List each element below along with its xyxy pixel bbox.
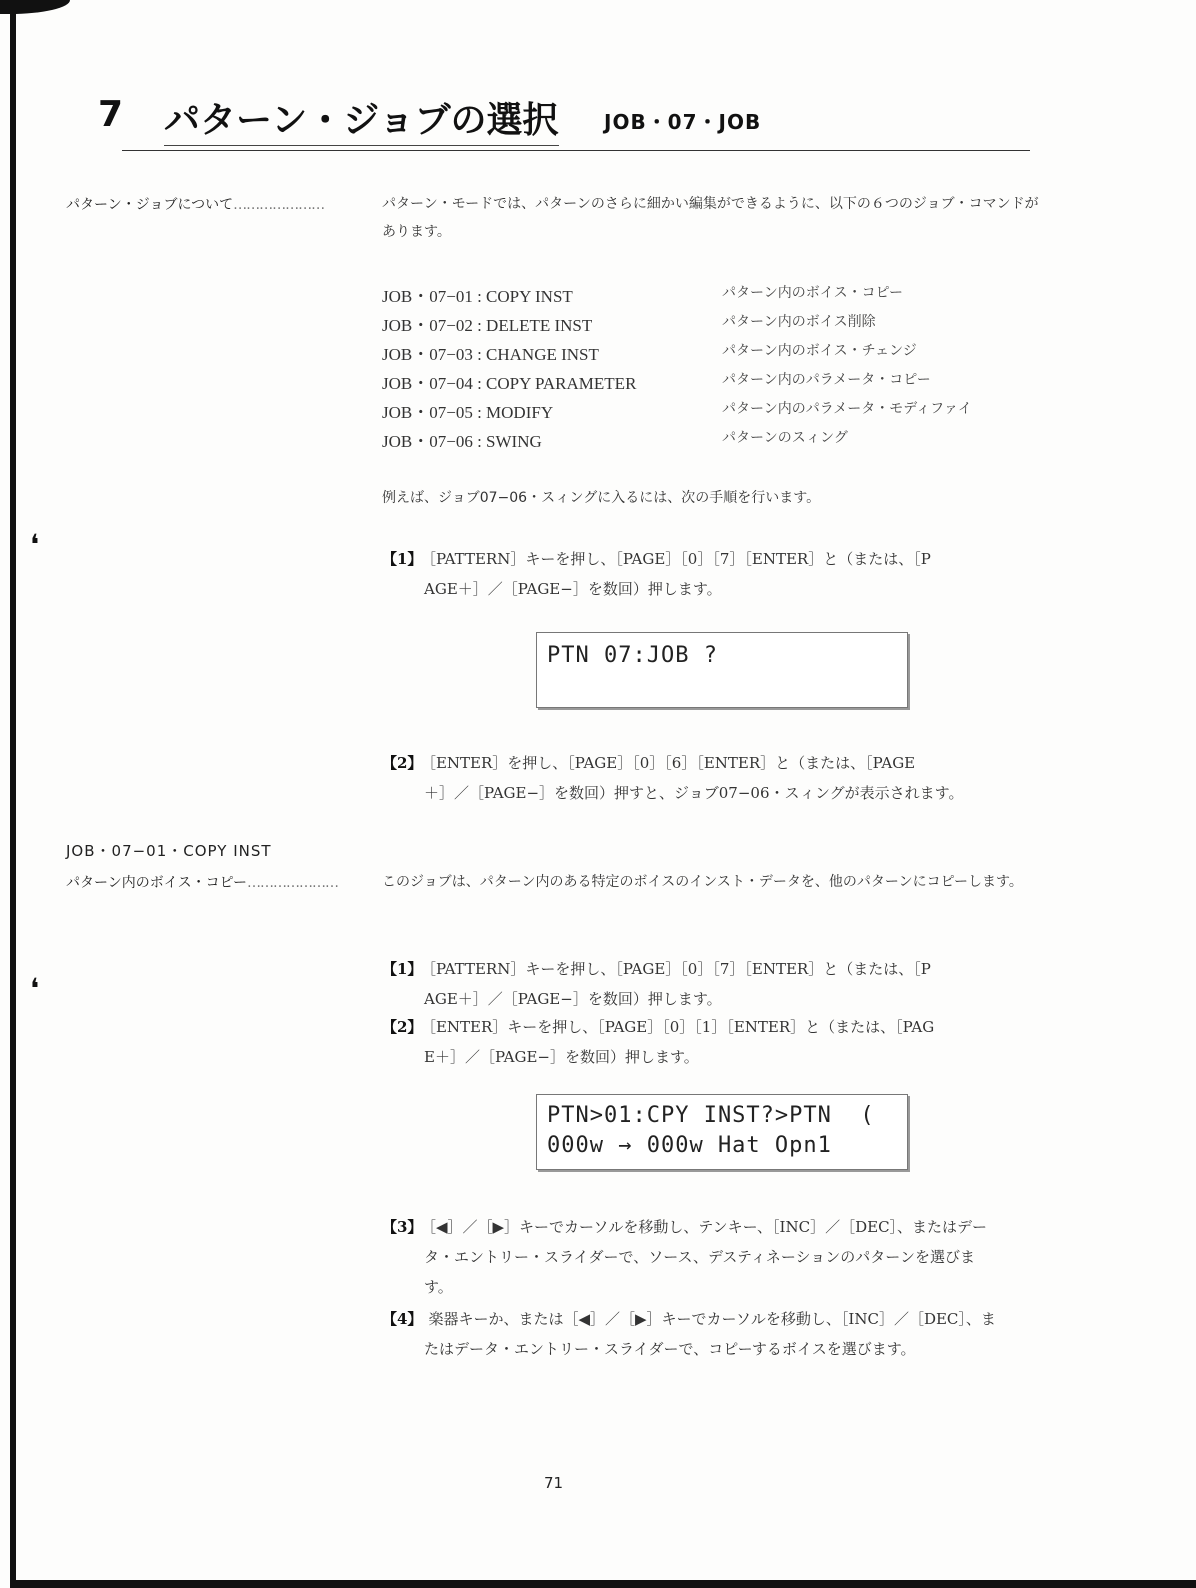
job-desc: パターンのスィング (722, 430, 848, 446)
title-rule (122, 150, 1030, 151)
step-line: ［PATTERN］キーを押し、［PAGE］［0］［7］［ENTER］と（または、［P (428, 550, 931, 568)
side-label-text: パターン・ジョブについて (66, 197, 234, 213)
step-line: す。 (424, 1278, 453, 1296)
scan-left-edge (10, 0, 16, 1588)
page-title: パターン・ジョブの選択 (164, 92, 559, 146)
page-number: 71 (544, 1474, 564, 1492)
lcd-line: PTN 07:JOB ? (547, 643, 718, 668)
job-desc: パターン内のボイス削除 (722, 314, 876, 330)
step-1 (382, 544, 1052, 604)
job-desc: パターン内のパラメータ・コピー (722, 372, 931, 388)
step-mark: 【3】 (382, 1218, 423, 1236)
job-code: JOB・07−01 : COPY INST (382, 287, 573, 306)
side-label-intro (66, 194, 324, 214)
step-line: ［PATTERN］キーを押し、［PAGE］［0］［7］［ENTER］と（または、［P (428, 960, 931, 978)
step-line: ［ENTER］を押し、［PAGE］［0］［6］［ENTER］と（または、［PAGE (428, 754, 916, 772)
section-subtitle: JOB・07・JOB (604, 110, 762, 134)
job-code: JOB・07−03 : CHANGE INST (382, 345, 599, 364)
scan-bottom-edge (10, 1580, 1196, 1588)
example-text: 例えば、ジョブ07−06・スィングに入るには、次の手順を行います。 (382, 490, 821, 506)
lcd-line: PTN>01:CPY INST?>PTN ( (547, 1103, 875, 1128)
step-line: AGE＋］／［PAGE−］を数回）押します。 (424, 580, 722, 598)
job-code: JOB・07−05 : MODIFY (382, 403, 554, 422)
job-desc: パターン内のボイス・コピー (722, 285, 904, 301)
step-mark: 【1】 (382, 960, 423, 978)
leader-dots: ………………… (247, 875, 339, 891)
side-label-copy-inst (66, 872, 338, 892)
job-code: JOB・07−02 : DELETE INST (382, 316, 593, 335)
section-title (92, 92, 1032, 152)
intro-text: パターン・モードでは、パターンのさらに細かい編集ができるように、以下の６つのジョブ・コマンドがあります。 (382, 196, 1039, 240)
step-2 (382, 748, 1052, 808)
copy-inst-text: このジョブは、パターン内のある特定のボイスのインスト・データを、他のパターンにコピーします。 (382, 874, 1023, 890)
step-line: 楽器キーか、または［◀］／［▶］キーでカーソルを移動し、［INC］／［DEC］、ま (428, 1310, 996, 1328)
lcd-display (536, 1094, 908, 1170)
step-line: AGE＋］／［PAGE−］を数回）押します。 (424, 990, 722, 1008)
margin-mark: ❛ (30, 972, 40, 1005)
copy-step-2 (382, 1012, 1052, 1072)
step-line: E＋］／［PAGE−］を数回）押します。 (424, 1048, 699, 1066)
step-line: ［◀］／［▶］キーでカーソルを移動し、テンキー、［INC］／［DEC］、またはデー (428, 1218, 988, 1236)
job-code: JOB・07−04 : COPY PARAMETER (382, 374, 637, 393)
step-mark: 【1】 (382, 550, 423, 568)
step-line: ＋］／［PAGE−］を数回）押すと、ジョブ07−06・スィングが表示されます。 (424, 784, 964, 802)
step-mark: 【4】 (382, 1310, 423, 1328)
step-line: ［ENTER］キーを押し、［PAGE］［0］［1］［ENTER］と（または、［PAG (428, 1018, 935, 1036)
step-line: タ・エントリー・スライダーで、ソース、デスティネーションのパターンを選びま (424, 1248, 975, 1266)
copy-step-3 (382, 1212, 1052, 1302)
job-desc: パターン内のボイス・チェンジ (722, 343, 917, 359)
section-number: 7 (98, 94, 124, 135)
copy-step-1 (382, 954, 1052, 1014)
margin-mark: ❛ (30, 528, 40, 561)
copy-step-4 (382, 1304, 1052, 1364)
lcd-line: 000w → 000w Hat Opn1 (547, 1133, 832, 1158)
side-label-text: パターン内のボイス・コピー (66, 875, 248, 891)
job-code: JOB・07−06 : SWING (382, 432, 542, 451)
subsection-heading: JOB・07−01・COPY INST (66, 842, 272, 860)
scan-corner-mark (0, 0, 70, 14)
leader-dots: ………………… (233, 197, 325, 213)
step-mark: 【2】 (382, 754, 423, 772)
step-line: たはデータ・エントリー・スライダーで、コピーするボイスを選びます。 (424, 1340, 916, 1358)
step-mark: 【2】 (382, 1018, 423, 1036)
job-desc: パターン内のパラメータ・モディファイ (722, 401, 972, 417)
lcd-display (536, 632, 908, 708)
